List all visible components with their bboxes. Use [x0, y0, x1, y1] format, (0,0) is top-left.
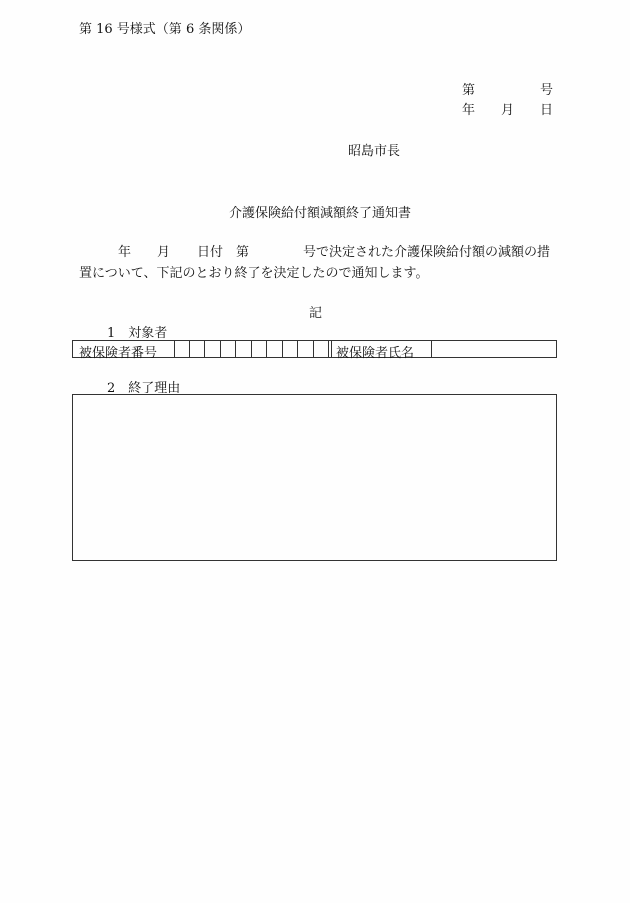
insured-number-digit-cell[interactable] — [266, 341, 283, 357]
body-paragraph-line2: 置について、下記のとおり終了を決定したので通知します。 — [79, 266, 429, 281]
body-day-dated: 日付 — [197, 245, 224, 260]
insured-number-digit-cell[interactable] — [313, 341, 329, 357]
issue-date-day: 日 — [540, 103, 554, 118]
insured-number-digit-cell[interactable] — [251, 341, 267, 357]
issuer-name: 昭島市長 — [348, 144, 401, 159]
section-reason-heading: 2 終了理由 — [107, 381, 181, 396]
form-number: 第 16 号様式（第 6 条関係） — [79, 22, 251, 37]
issue-date-year: 年 — [462, 103, 476, 118]
target-person-table — [72, 340, 557, 361]
termination-reason-field[interactable] — [72, 394, 557, 561]
insured-number-digit-cell[interactable] — [220, 341, 236, 357]
insured-number-digit-cell[interactable] — [282, 341, 298, 357]
issue-number-suffix: 号 — [540, 83, 554, 98]
body-line1-tail: 号で決定された介護保険給付額の減額の措 — [303, 245, 551, 260]
insured-name-label-cell — [331, 341, 432, 361]
insured-number-digit-cell[interactable] — [235, 341, 252, 357]
insured-number-digit-cell[interactable] — [174, 341, 190, 357]
document-title: 介護保険給付額減額終了通知書 — [229, 206, 412, 221]
section-target-heading: 1 対象者 — [107, 326, 168, 341]
issue-number-prefix: 第 — [462, 83, 476, 98]
ki-marker: 記 — [309, 306, 323, 321]
insured-number-label: 被保険者番号 — [79, 346, 158, 361]
insured-name-label: 被保険者氏名 — [336, 346, 415, 361]
insured-number-digit-cell[interactable] — [204, 341, 221, 357]
insured-name-field[interactable] — [431, 341, 557, 357]
insured-number-digit-cell[interactable] — [297, 341, 314, 357]
body-year: 年 — [118, 245, 132, 260]
issue-date-month: 月 — [501, 103, 515, 118]
insured-number-digit-cell[interactable] — [189, 341, 205, 357]
body-no-prefix: 第 — [236, 245, 250, 260]
body-month: 月 — [157, 245, 171, 260]
